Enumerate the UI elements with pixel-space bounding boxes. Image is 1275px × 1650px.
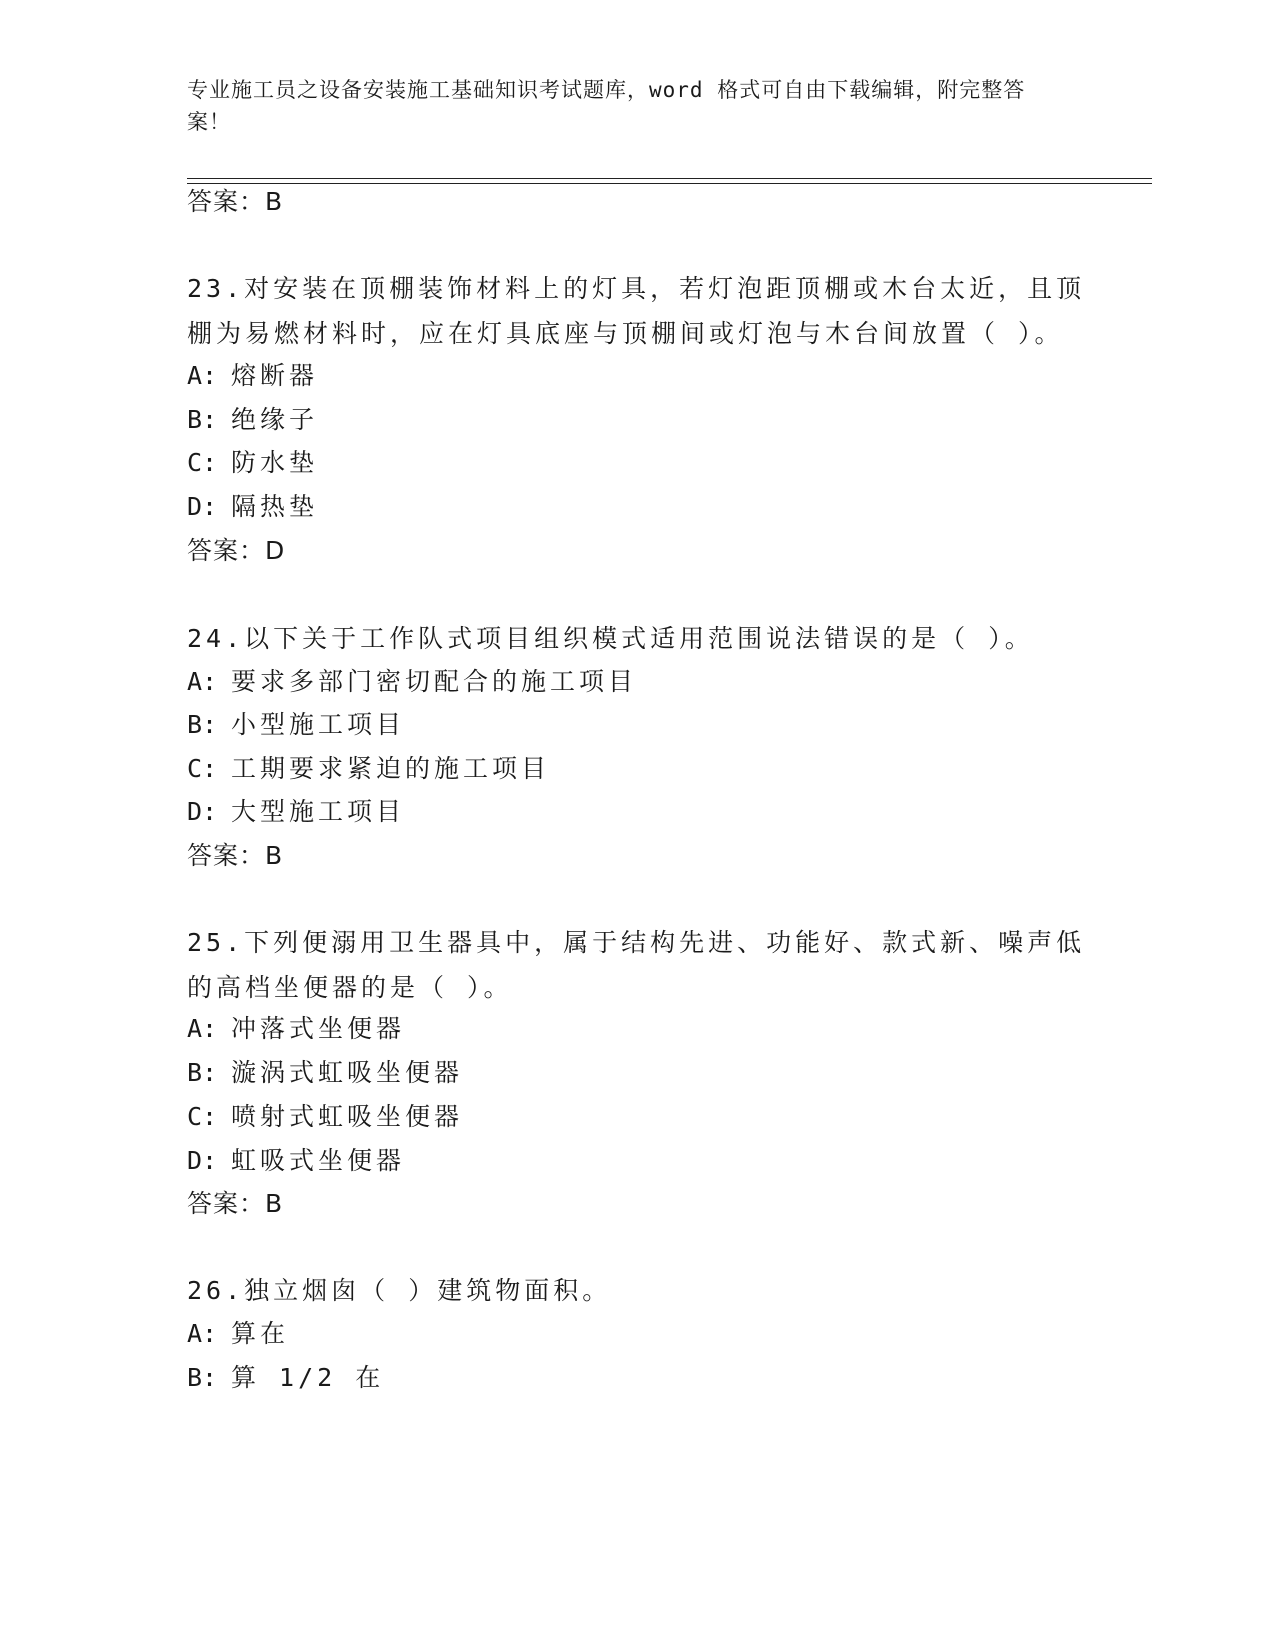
option-text: 喷射式虹吸坐便器 xyxy=(231,1102,464,1131)
option-text: 要求多部门密切配合的施工项目 xyxy=(231,667,638,696)
option-key: A: xyxy=(187,1014,218,1043)
answer-text: 答案：D xyxy=(187,536,286,565)
option-key: B: xyxy=(187,710,218,739)
option-key: B: xyxy=(187,405,218,434)
option-text: 小型施工项目 xyxy=(231,710,406,739)
option-b xyxy=(187,1057,463,1089)
option-d xyxy=(187,1145,405,1177)
option-text: 隔热垫 xyxy=(231,492,319,521)
option-key: A: xyxy=(187,667,218,696)
option-key: A: xyxy=(187,361,218,390)
option-b xyxy=(187,404,318,436)
option-key: D: xyxy=(187,492,218,521)
option-d xyxy=(187,491,318,523)
question-text: 24.以下关于工作队式项目组织模式适用范围说法错误的是（ ）。 xyxy=(187,624,1034,653)
option-text: 绝缘子 xyxy=(231,405,319,434)
option-key: B: xyxy=(187,1058,218,1087)
option-key: B: xyxy=(187,1363,218,1392)
option-text: 熔断器 xyxy=(231,361,319,390)
option-text: 算 1/2 在 xyxy=(231,1363,385,1392)
header-divider xyxy=(187,178,1152,179)
option-d xyxy=(187,796,405,828)
option-text: 算在 xyxy=(231,1319,290,1348)
option-b xyxy=(187,1362,384,1394)
option-text: 防水垫 xyxy=(231,448,319,477)
option-a xyxy=(187,666,637,698)
option-c xyxy=(187,447,318,479)
option-key: D: xyxy=(187,1146,218,1175)
answer-text: 答案：B xyxy=(187,1189,284,1218)
option-key: C: xyxy=(187,1102,218,1131)
page-header: 专业施工员之设备安装施工基础知识考试题库，word 格式可自由下载编辑，附完整答案！ xyxy=(187,78,1026,134)
option-a xyxy=(187,1013,405,1045)
option-b xyxy=(187,709,405,741)
option-key: D: xyxy=(187,797,218,826)
option-c xyxy=(187,1101,463,1133)
answer-text: 答案：B xyxy=(187,841,284,870)
option-text: 工期要求紧迫的施工项目 xyxy=(231,754,551,783)
option-text: 冲落式坐便器 xyxy=(231,1014,406,1043)
question-text: 25.下列便溺用卫生器具中，属于结构先进、功能好、款式新、噪声低的高档坐便器的是（ ）。 xyxy=(187,928,1086,1002)
option-text: 虹吸式坐便器 xyxy=(231,1146,406,1175)
header-divider-secondary xyxy=(187,183,1152,184)
option-a xyxy=(187,360,318,392)
option-text: 漩涡式虹吸坐便器 xyxy=(231,1058,464,1087)
option-key: C: xyxy=(187,448,218,477)
option-a xyxy=(187,1318,289,1350)
option-c xyxy=(187,753,550,785)
answer-text: 答案：B xyxy=(187,187,284,216)
option-key: C: xyxy=(187,754,218,783)
option-text: 大型施工项目 xyxy=(231,797,406,826)
question-text: 23.对安装在顶棚装饰材料上的灯具，若灯泡距顶棚或木台太近，且顶棚为易燃材料时，应在灯具底座与顶棚间或灯泡与木台间放置（ ）。 xyxy=(187,274,1086,348)
question-text: 26.独立烟囱（ ）建筑物面积。 xyxy=(187,1276,612,1305)
option-key: A: xyxy=(187,1319,218,1348)
